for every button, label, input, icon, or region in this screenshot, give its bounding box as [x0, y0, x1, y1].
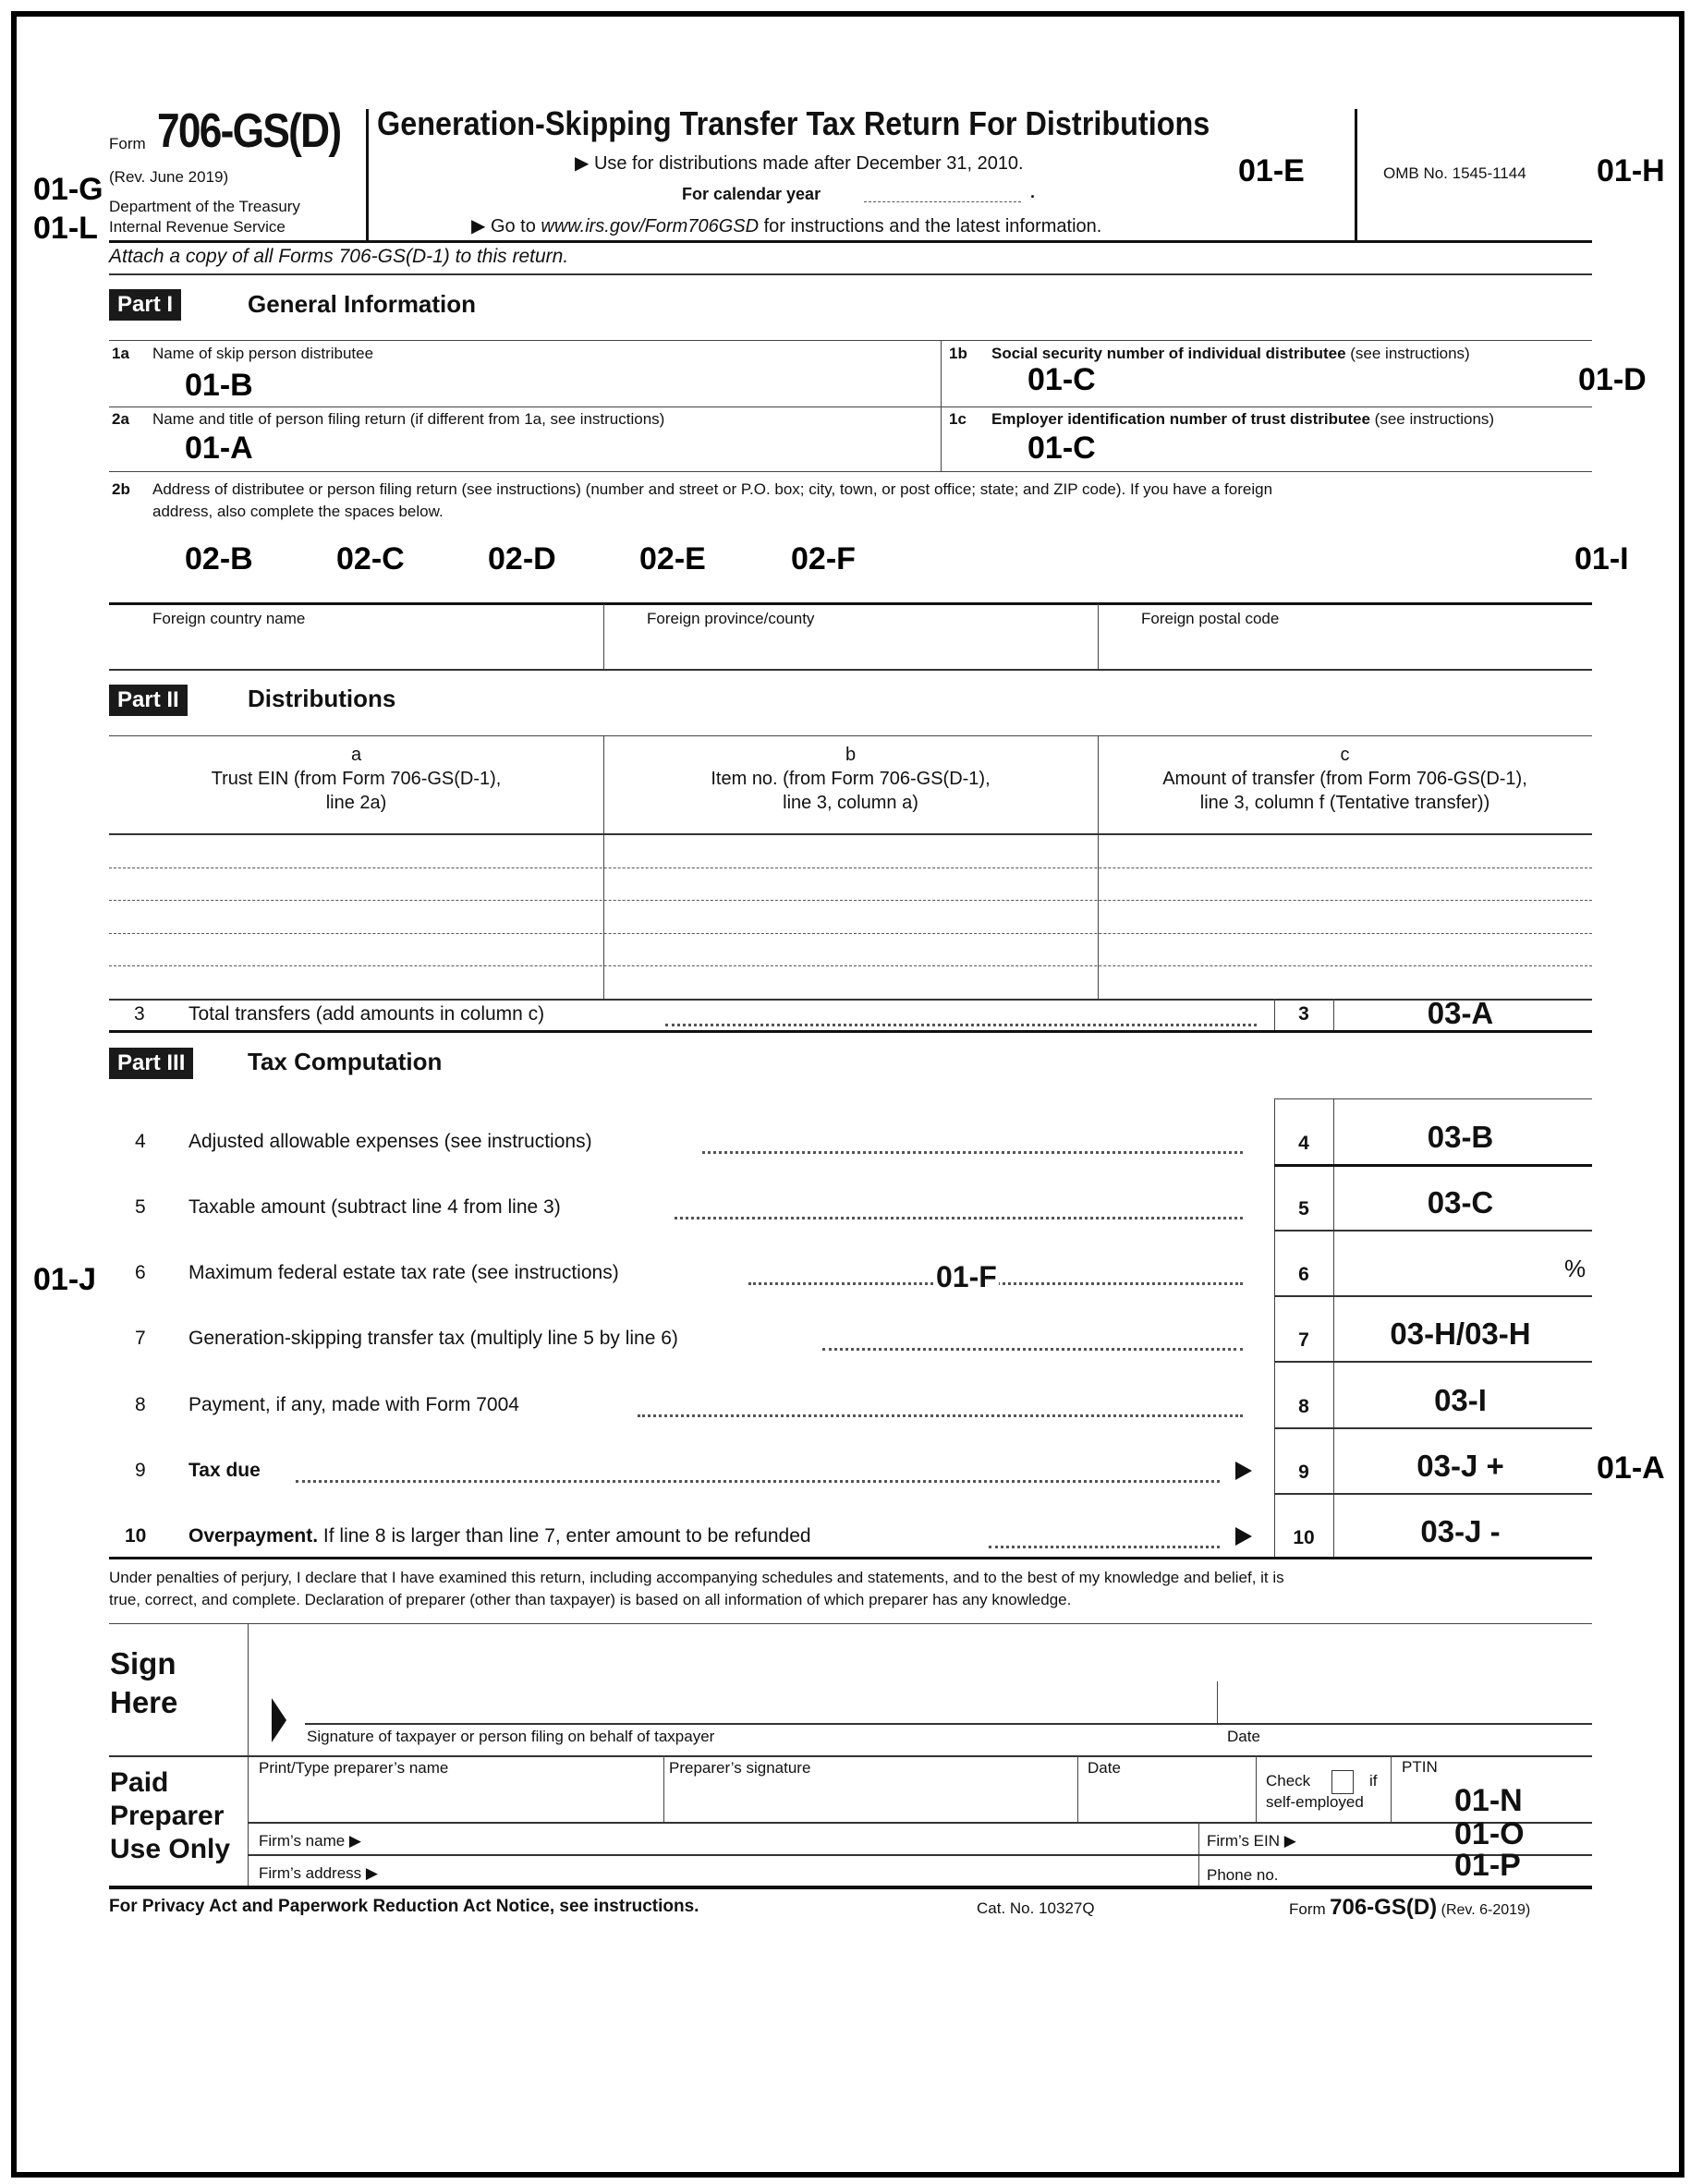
taxpayer-date-field[interactable] — [1220, 1658, 1589, 1723]
line-1b-label-rest: (see instructions) — [1345, 345, 1470, 362]
line-6-box-number: 6 — [1298, 1264, 1309, 1286]
line-1b-label-bold: Social security number of individual distributee — [991, 345, 1346, 362]
distribution-cell-a[interactable] — [115, 902, 598, 931]
check-label: Check — [1266, 1772, 1311, 1790]
line-3-box-number: 3 — [1298, 1003, 1309, 1025]
distribution-cell-b[interactable] — [609, 902, 1092, 931]
goto-note — [471, 214, 1101, 237]
line-2a-value[interactable]: 01-A — [185, 431, 253, 466]
line-10-label-text: If line 8 is larger than line 7, enter amount to be refunded — [318, 1524, 811, 1547]
foreign-province-field[interactable] — [642, 632, 1086, 665]
column-header-line: Amount of transfer (from Form 706-GS(D-1), — [1162, 769, 1527, 789]
footer-form-id — [1289, 1895, 1530, 1921]
line-8-label — [188, 1394, 519, 1416]
preparer-heading-line: Preparer — [110, 1801, 225, 1831]
distribution-cell-c[interactable] — [1103, 869, 1587, 899]
row-divider — [109, 965, 1592, 966]
firm-address-field[interactable] — [416, 1858, 1192, 1886]
leader-dots — [638, 1414, 1243, 1417]
foreign-country-field[interactable] — [148, 632, 591, 665]
column-c-header — [1098, 743, 1592, 815]
line-5-box-number: 5 — [1298, 1198, 1309, 1220]
firm-name-label: Firm’s name ▶ — [259, 1832, 361, 1850]
line-3-label: Total transfers (add amounts in column c) — [188, 1003, 545, 1025]
line-2a-number: 2a — [112, 410, 129, 428]
line-6-label — [188, 1262, 619, 1284]
annotation-01a-side: 01-A — [1597, 1450, 1665, 1486]
col-divider — [603, 604, 604, 670]
firm-address-label: Firm’s address ▶ — [259, 1864, 378, 1882]
line-5-amount[interactable]: 03-C — [1427, 1185, 1494, 1220]
line-8-amount[interactable]: 03-I — [1434, 1382, 1487, 1417]
col-divider — [1391, 1755, 1392, 1822]
sign-arrow-icon — [272, 1698, 286, 1742]
line-2a-label: Name and title of person filing return (if different from 1a, see instructions) — [152, 410, 665, 428]
amount-row-divider — [1274, 1427, 1592, 1429]
form-revision: (Rev. June 2019) — [109, 168, 229, 186]
footer-form-number: 706-GS(D) — [1330, 1895, 1438, 1920]
rule — [109, 340, 1592, 341]
footer-revision: (Rev. 6-2019) — [1441, 1902, 1531, 1918]
row-divider — [109, 933, 1592, 934]
line-10-label — [188, 1525, 811, 1547]
rule — [109, 602, 1592, 605]
line-1b-number: 1b — [949, 345, 967, 362]
date-label: Date — [1227, 1728, 1260, 1745]
line-10-box-number: 10 — [1293, 1526, 1315, 1548]
form-title: Generation-Skipping Transfer Tax Return For Distributions — [377, 104, 1210, 142]
signature-label: Signature of taxpayer or person filing on behalf of taxpayer — [307, 1728, 715, 1745]
leader-dots — [296, 1480, 1220, 1483]
address-value-2[interactable]: 02-C — [336, 541, 405, 576]
distribution-cell-c[interactable] — [1103, 935, 1587, 965]
line-1c-label-rest: (see instructions) — [1369, 410, 1495, 428]
foreign-postal-label: Foreign postal code — [1141, 610, 1280, 627]
amount-row-divider — [1274, 1164, 1592, 1167]
distribution-cell-a[interactable] — [115, 869, 598, 899]
ptin-label: PTIN — [1402, 1758, 1438, 1776]
rule — [109, 1557, 1592, 1559]
part-2-title: Distributions — [248, 685, 396, 712]
line-10-label-bold: Overpayment. — [188, 1524, 319, 1547]
annotation-01g: 01-G — [33, 172, 103, 207]
line-4-label-text: Adjusted allowable expenses (see instructions) — [188, 1131, 592, 1153]
calendar-year-label: For calendar year — [682, 185, 821, 203]
header-rule — [109, 240, 1592, 243]
line-6-suffix: % — [1564, 1255, 1587, 1283]
header-divider-left — [366, 109, 369, 242]
header-divider-right — [1355, 109, 1357, 242]
line-7-box-number: 7 — [1298, 1329, 1309, 1352]
taxpayer-signature-field[interactable] — [305, 1658, 1214, 1723]
line-1c-number: 1c — [949, 410, 967, 428]
address-value-3[interactable]: 02-D — [488, 541, 556, 576]
distribution-cell-b[interactable] — [609, 836, 1092, 866]
rule — [109, 406, 1592, 407]
line-9-label — [188, 1460, 261, 1482]
rule — [109, 1623, 1592, 1624]
col-divider — [1098, 604, 1099, 670]
column-header-line: Item no. (from Form 706-GS(D-1), — [711, 769, 991, 789]
use-note: ▶ Use for distributions made after December 31, 2010. — [575, 153, 1024, 174]
annotation-01l: 01-L — [33, 211, 98, 246]
distribution-cell-b[interactable] — [609, 935, 1092, 965]
preparer-date-field[interactable] — [1081, 1781, 1252, 1818]
column-header-line: line 3, column a) — [783, 793, 918, 813]
line-2b-number: 2b — [112, 480, 130, 498]
leader-dots — [702, 1151, 1243, 1154]
firm-name-field[interactable] — [416, 1826, 1192, 1853]
self-employed-label: self-employed — [1266, 1793, 1364, 1811]
distribution-cell-c[interactable] — [1103, 902, 1587, 931]
line-10-number: 10 — [125, 1524, 147, 1547]
leader-dots — [665, 1024, 1257, 1026]
column-header-line: line 3, column f (Tentative transfer)) — [1199, 793, 1490, 813]
calendar-year-input[interactable] — [864, 181, 1021, 202]
line-7-label — [188, 1328, 678, 1350]
line-3-number: 3 — [134, 1003, 145, 1025]
distribution-cell-a[interactable] — [115, 836, 598, 866]
agency: Internal Revenue Service — [109, 218, 286, 236]
distribution-cell-c[interactable] — [1103, 967, 1587, 997]
part-3-title: Tax Computation — [248, 1048, 443, 1075]
distribution-cell-a[interactable] — [115, 967, 598, 997]
line-1c-value[interactable]: 01-C — [1027, 431, 1096, 466]
form-prefix: Form — [109, 135, 146, 152]
phone-label: Phone no. — [1207, 1866, 1279, 1884]
attach-rule — [109, 273, 1592, 275]
line-9-amount[interactable]: 03-J + — [1416, 1448, 1504, 1483]
line-8-number: 8 — [135, 1393, 146, 1415]
col-divider — [941, 340, 942, 471]
form-number: 706-GS(D) — [157, 104, 341, 158]
address-value-1[interactable]: 02-B — [185, 541, 253, 576]
line-3-amount[interactable]: 03-A — [1427, 996, 1494, 1030]
annotation-01d: 01-D — [1578, 362, 1647, 397]
line-1a-label: Name of skip person distributee — [152, 345, 374, 362]
column-b-header — [603, 743, 1098, 815]
perjury-statement-line-2: true, correct, and complete. Declaration of preparer (other than taxpayer) is based on all information of which preparer has any knowledge. — [109, 1591, 1072, 1608]
line-6-number: 6 — [135, 1262, 146, 1284]
address-value-4[interactable]: 02-E — [639, 541, 706, 576]
annotation-01i: 01-I — [1574, 541, 1629, 576]
line-4-box-number: 4 — [1298, 1133, 1309, 1155]
goto-prefix: ▶ Go to — [471, 216, 541, 237]
foreign-postal-field[interactable] — [1137, 632, 1580, 665]
col-divider — [663, 1755, 664, 1822]
calendar-year-period: . — [1030, 183, 1036, 201]
rule — [305, 1723, 1592, 1725]
line-7-number: 7 — [135, 1328, 146, 1350]
footer-form-prefix: Form — [1289, 1900, 1326, 1918]
column-header-line: Trust EIN (from Form 706-GS(D-1), — [211, 769, 502, 789]
foreign-country-label: Foreign country name — [152, 610, 306, 627]
col-divider — [1256, 1755, 1257, 1822]
goto-url[interactable]: www.irs.gov/Form706GSD — [541, 216, 760, 237]
phone-value[interactable]: 01-P — [1454, 1848, 1521, 1883]
amount-row-divider — [1274, 1361, 1592, 1363]
col-divider — [1077, 1755, 1078, 1822]
line-6-label-text: Maximum federal estate tax rate (see instructions) — [188, 1262, 619, 1284]
sign-heading-line: Here — [110, 1685, 178, 1719]
preparer-heading-line: Paid — [110, 1767, 169, 1798]
distribution-cell-a[interactable] — [115, 935, 598, 965]
annotation-01f: 01-F — [936, 1260, 997, 1293]
column-letter: b — [845, 745, 857, 765]
firm-ein-value[interactable]: 01-O — [1454, 1816, 1525, 1851]
distribution-cell-b[interactable] — [609, 869, 1092, 899]
amount-row-divider — [1274, 1295, 1592, 1297]
amount-row-divider — [1274, 1493, 1592, 1495]
line-4-label — [188, 1131, 592, 1153]
line-9-number: 9 — [135, 1459, 146, 1481]
column-letter: a — [350, 745, 362, 765]
part-1-badge: Part I — [109, 289, 181, 321]
ptin-value[interactable]: 01-N — [1454, 1783, 1523, 1818]
privacy-notice: For Privacy Act and Paperwork Reduction Act Notice, see instructions. — [109, 1897, 699, 1916]
preparer-name-field[interactable] — [254, 1781, 659, 1818]
rule — [1274, 1098, 1592, 1099]
rule — [109, 735, 1592, 736]
leader-dots — [822, 1348, 1243, 1351]
line-5-label — [188, 1196, 561, 1219]
rule — [109, 833, 1592, 835]
line-8-box-number: 8 — [1298, 1395, 1309, 1417]
col-divider — [1274, 1098, 1275, 1559]
line-1a-value[interactable]: 01-B — [185, 368, 253, 403]
column-a-header — [109, 743, 603, 815]
line-10-amount[interactable]: 03-J - — [1420, 1513, 1501, 1548]
annotation-01h: 01-H — [1597, 153, 1665, 188]
preparer-signature-label: Preparer’s signature — [669, 1759, 811, 1777]
firm-ein-label: Firm’s EIN ▶ — [1207, 1832, 1296, 1850]
line-1b-value[interactable]: 01-C — [1027, 362, 1096, 397]
line-5-label-text: Taxable amount (subtract line 4 from line 3) — [188, 1196, 561, 1219]
omb-number: OMB No. 1545-1144 — [1383, 164, 1526, 182]
part-2-badge: Part II — [109, 685, 188, 716]
department: Department of the Treasury — [109, 198, 300, 215]
line-5-number: 5 — [135, 1196, 146, 1219]
rule — [248, 1822, 1592, 1824]
line-9-label-bold: Tax due — [188, 1459, 261, 1481]
rule — [109, 1755, 1592, 1757]
column-header-line: line 2a) — [325, 793, 387, 813]
preparer-signature-field[interactable] — [667, 1781, 1074, 1818]
distribution-cell-c[interactable] — [1103, 836, 1587, 866]
check-label-if: if — [1369, 1772, 1378, 1790]
perjury-statement-line-1: Under penalties of perjury, I declare that I have examined this return, including accompanying schedules and statements, and to the best of my knowledge and belief, it is — [109, 1569, 1284, 1586]
address-value-5[interactable]: 02-F — [791, 541, 856, 576]
line-1b-label — [991, 345, 1470, 363]
line-2b-label-1: Address of distributee or person filing return (see instructions) (number and street or P.O. box; city, town, or post office; state; and ZIP code). If you have a foreign — [152, 480, 1273, 498]
row-divider — [109, 900, 1592, 901]
part-3-badge: Part III — [109, 1048, 193, 1079]
column-letter: c — [1340, 745, 1350, 765]
attach-note: Attach a copy of all Forms 706-GS(D-1) to this return. — [109, 246, 569, 267]
preparer-date-label: Date — [1088, 1759, 1121, 1777]
sign-heading — [110, 1644, 177, 1722]
rule — [109, 1886, 1592, 1889]
line-4-amount[interactable]: 03-B — [1427, 1120, 1494, 1155]
leader-dots — [675, 1217, 1243, 1219]
sign-heading-line: Sign — [110, 1646, 176, 1680]
line-7-amount[interactable]: 03-H/03-H — [1390, 1316, 1531, 1352]
part-1-title: General Information — [248, 290, 477, 318]
distribution-cell-b[interactable] — [609, 967, 1092, 997]
rule — [248, 1854, 1592, 1856]
line-2b-label-2: address, also complete the spaces below. — [152, 503, 444, 520]
rule — [109, 1030, 1592, 1033]
line-7-label-text: Generation-skipping transfer tax (multiply line 5 by line 6) — [188, 1328, 678, 1350]
foreign-province-label: Foreign province/county — [647, 610, 815, 627]
line-1a-number: 1a — [112, 345, 129, 362]
line-9-box-number: 9 — [1298, 1461, 1309, 1483]
annotation-01j: 01-J — [33, 1262, 97, 1297]
preparer-name-label: Print/Type preparer’s name — [259, 1759, 449, 1777]
goto-suffix: for instructions and the latest information. — [759, 216, 1102, 237]
arrow-right-icon — [1235, 1527, 1252, 1546]
line-4-number: 4 — [135, 1131, 146, 1153]
catalog-number: Cat. No. 10327Q — [977, 1899, 1095, 1917]
arrow-right-icon — [1235, 1462, 1252, 1480]
preparer-heading-line: Use Only — [110, 1834, 231, 1864]
preparer-heading — [110, 1766, 230, 1866]
rule — [109, 669, 1592, 671]
col-divider — [1217, 1681, 1218, 1723]
line-1c-label-bold: Employer identification number of trust distributee — [991, 410, 1370, 428]
annotation-01e: 01-E — [1238, 153, 1305, 188]
rule — [109, 471, 1592, 472]
amount-row-divider — [1274, 1230, 1592, 1232]
line-1c-label — [991, 410, 1494, 429]
leader-dots — [989, 1546, 1220, 1548]
line-8-label-text: Payment, if any, made with Form 7004 — [188, 1393, 519, 1415]
self-employed-checkbox[interactable] — [1331, 1770, 1354, 1794]
